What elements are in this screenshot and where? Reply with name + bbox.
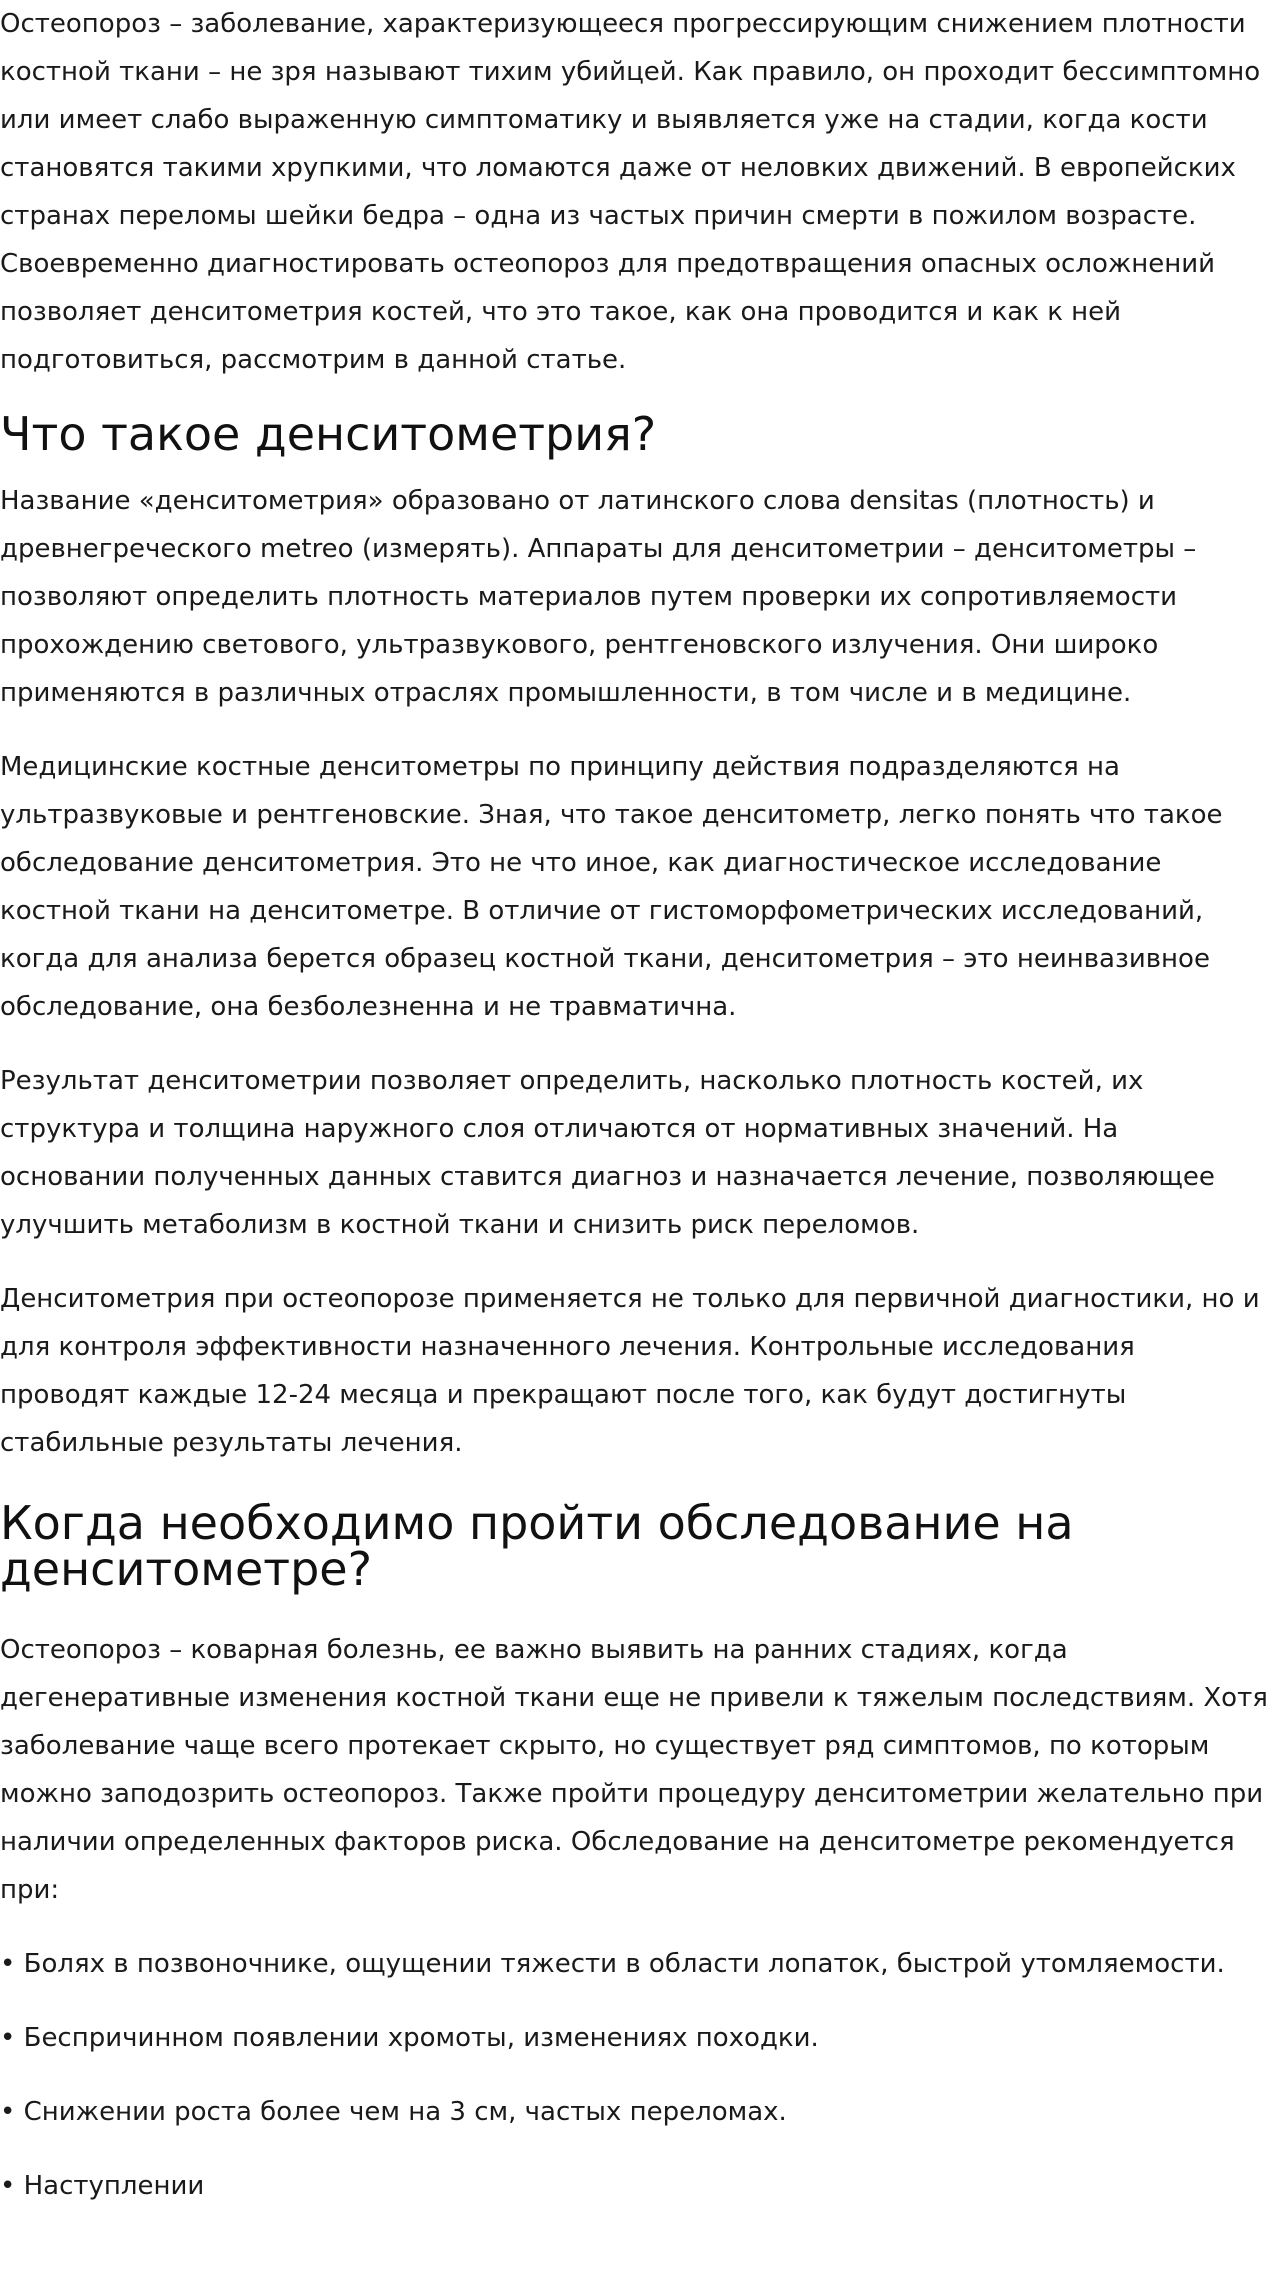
list-item: • Наступлении xyxy=(0,2171,205,2201)
list-item: • Беспричинном появлении хромоты, изменениях походки. xyxy=(0,2023,819,2053)
section1-paragraph: Денситометрия при остеопорозе применяется не только для первичной диагностики, но и для контроля эффективности назначенного лечения. Контрольные исследования проводят каждые 12-24 месяца и прекращают после того, как будут достигнуты стабильные результаты лечения. xyxy=(0,1284,1260,1458)
section1-paragraph: Медицинские костные денситометры по принципу действия подразделяются на ультразвуковые и рентгеновские. Зная, что такое денситометр, легко понять что такое обследование денситометрия. Это не что иное, как диагностическое исследование костной ткани на денситометре. В отличие от гистоморфометрических исследований, когда для анализа берется образец костной ткани, денситометрия – это неинвазивное обследование, она безболезненна и не травматична. xyxy=(0,752,1223,1022)
section1-paragraph: Результат денситометрии позволяет определить, насколько плотность костей, их структура и толщина наружного слоя отличаются от нормативных значений. На основании полученных данных ставится диагноз и назначается лечение, позволяющее улучшить метаболизм в костной ткани и снизить риск переломов. xyxy=(0,1066,1215,1240)
list-item: • Снижении роста более чем на 3 см, частых переломах. xyxy=(0,2097,787,2127)
list-item: • Болях в позвоночнике, ощущении тяжести в области лопаток, быстрой утомляемости. xyxy=(0,1949,1225,1979)
section1-paragraph: Название «денситометрия» образовано от латинского слова densitas (плотность) и древнегреческого metreo (измерять). Аппараты для денситометрии – денситометры – позволяют определить плотность материалов путем проверки их сопротивляемости прохождению светового, ультразвукового, рентгеновского излучения. Они широко применяются в различных отраслях промышленности, в том числе и в медицине. xyxy=(0,486,1197,708)
section-heading-what-is-densitometry: Что такое денситометрия? xyxy=(0,407,657,461)
intro-paragraph: Остеопороз – заболевание, характеризующееся прогрессирующим снижением плотности костной ткани – не зря называют тихим убийцей. Как правило, он проходит бессимптомно или имеет слабо выраженную симптоматику и выявляется уже на стадии, когда кости становятся такими хрупкими, что ломаются даже от неловких движений. В европейских странах переломы шейки бедра – одна из частых причин смерти в пожилом возрасте. Своевременно диагностировать остеопороз для предотвращения опасных осложнений позволяет денситометрия костей, что это такое, как она проводится и как к ней подготовиться, рассмотрим в данной статье. xyxy=(0,9,1261,375)
section-heading-when-to-take-exam: Когда необходимо пройти обследование на денситометре? xyxy=(0,1496,1074,1596)
section2-paragraph: Остеопороз – коварная болезнь, ее важно выявить на ранних стадиях, когда дегенеративные изменения костной ткани еще не привели к тяжелым последствиям. Хотя заболевание чаще всего протекает скрыто, но существует ряд симптомов, по которым можно заподозрить остеопороз. Также пройти процедуру денситометрии желательно при наличии определенных факторов риска. Обследование на денситометре рекомендуется при: xyxy=(0,1635,1268,1905)
